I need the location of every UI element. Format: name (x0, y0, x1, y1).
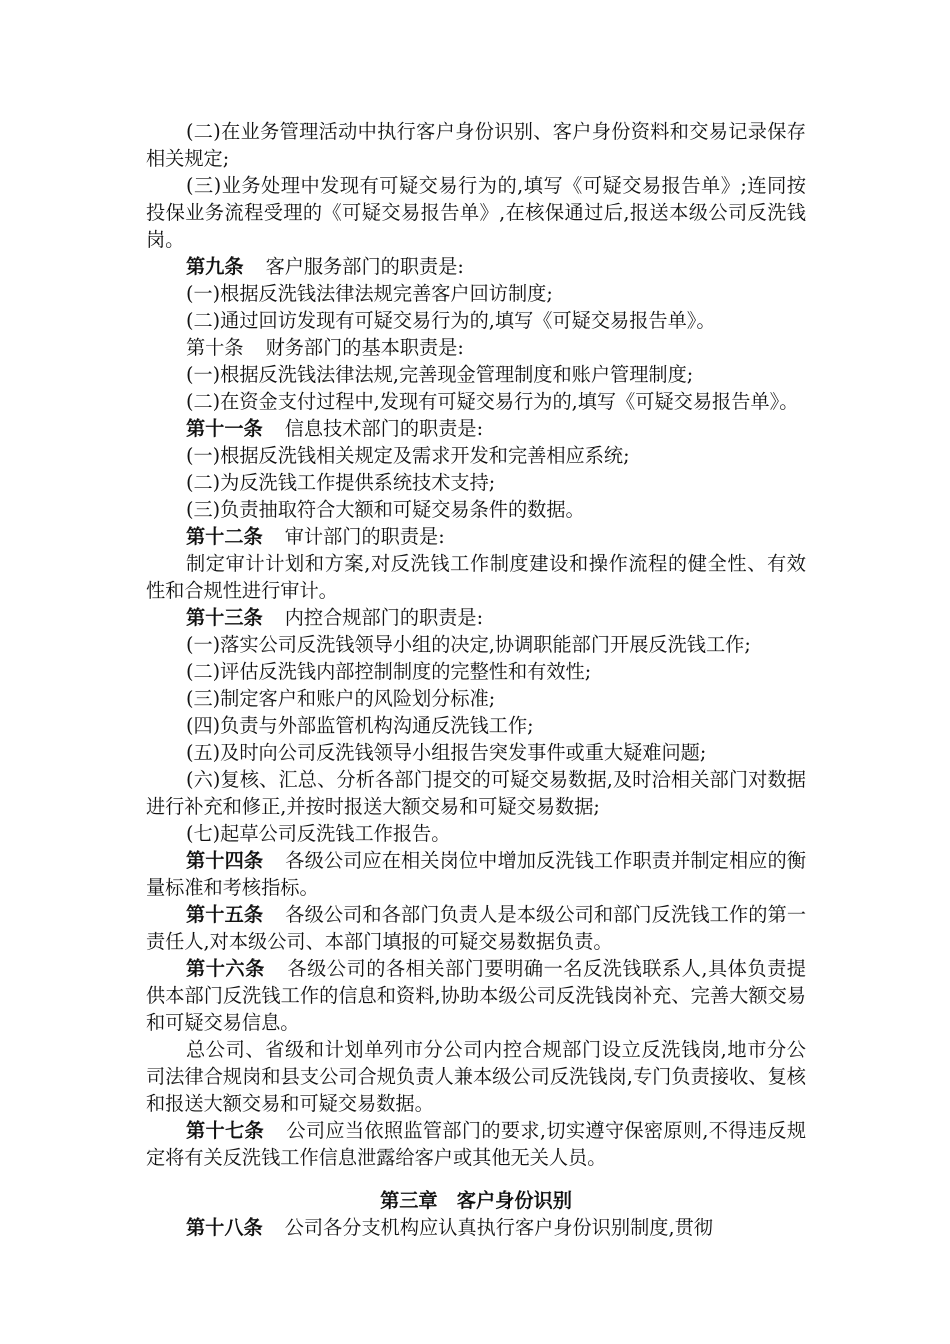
paragraph: 总公司、省级和计划单列市分公司内控合规部门设立反洗钱岗,地市分公司法律合规岗和县支公司合规负责人兼本级公司反洗钱岗,专门负责接收、复核和报送大额交易和可疑交易数据。 (146, 1038, 806, 1115)
chapter-title: 第三章 客户身份识别 (380, 1189, 572, 1212)
article-heading: 第十四条 (186, 849, 264, 872)
article-heading: 第十一条 (186, 417, 263, 440)
article-heading: 第十三条 (186, 606, 263, 629)
article-heading: 第十六条 (186, 957, 265, 980)
article-paragraph: 第九条 客户服务部门的职责是: (186, 255, 464, 278)
paragraph: (二)在资金支付过程中,发现有可疑交易行为的,填写《可疑交易报告单》。 (186, 390, 799, 413)
paragraph: (一)根据反洗钱相关规定及需求开发和完善相应系统; (186, 444, 630, 467)
paragraph: (六)复核、汇总、分析各部门提交的可疑交易数据,及时洽相关部门对数据进行补充和修正,并按时报送大额交易和可疑交易数据; (146, 768, 806, 818)
article-paragraph: 第十一条 信息技术部门的职责是: (186, 417, 484, 440)
paragraph: 制定审计计划和方案,对反洗钱工作制度建设和操作流程的健全性、有效性和合规性进行审计。 (146, 552, 806, 602)
paragraph: (三)负责抽取符合大额和可疑交易条件的数据。 (186, 498, 585, 521)
article-heading: 第十八条 (186, 1216, 263, 1239)
paragraph: (二)评估反洗钱内部控制制度的完整性和有效性; (186, 660, 592, 683)
article-heading: 第十条 (186, 336, 244, 359)
paragraph: (一)根据反洗钱法律法规完善客户回访制度; (186, 282, 553, 305)
paragraph: (一)落实公司反洗钱领导小组的决定,协调职能部门开展反洗钱工作; (186, 633, 751, 656)
article-paragraph: 第十条 财务部门的基本职责是: (186, 336, 464, 359)
article-heading: 第十五条 (186, 903, 264, 926)
paragraph: (七)起草公司反洗钱工作报告。 (186, 822, 451, 845)
article-paragraph: 第十八条 公司各分支机构应认真执行客户身份识别制度,贯彻 (186, 1216, 713, 1239)
paragraph: (二)为反洗钱工作提供系统技术支持; (186, 471, 496, 494)
paragraph: (五)及时向公司反洗钱领导小组报告突发事件或重大疑难问题; (186, 741, 707, 764)
document-page (146, 118, 806, 1241)
paragraph: (四)负责与外部监管机构沟通反洗钱工作; (186, 714, 534, 737)
article-heading: 第九条 (186, 255, 244, 278)
article-heading: 第十七条 (186, 1119, 265, 1142)
paragraph: (二)在业务管理活动中执行客户身份识别、客户身份资料和交易记录保存相关规定; (146, 120, 806, 170)
paragraph: (二)通过回访发现有可疑交易行为的,填写《可疑交易报告单》。 (186, 309, 716, 332)
paragraph: (三)业务处理中发现有可疑交易行为的,填写《可疑交易报告单》;连同按投保业务流程受理的《可疑交易报告单》,在核保通过后,报送本级公司反洗钱岗。 (146, 174, 806, 251)
paragraph: (三)制定客户和账户的风险划分标准; (186, 687, 496, 710)
article-paragraph: 第十三条 内控合规部门的职责是: (186, 606, 484, 629)
article-paragraph: 第十二条 审计部门的职责是: (186, 525, 445, 548)
article-paragraph: 第十六条 各级公司的各相关部门要明确一名反洗钱联系人,具体负责提供本部门反洗钱工作的信息和资料,协助本级公司反洗钱岗补充、完善大额交易和可疑交易信息。 (146, 957, 806, 1034)
paragraph: (一)根据反洗钱法律法规,完善现金管理制度和账户管理制度; (186, 363, 694, 386)
article-paragraph: 第十七条 公司应当依照监管部门的要求,切实遵守保密原则,不得违反规定将有关反洗钱工作信息泄露给客户或其他无关人员。 (146, 1119, 807, 1169)
article-heading: 第十二条 (186, 525, 263, 548)
article-paragraph: 第十五条 各级公司和各部门负责人是本级公司和部门反洗钱工作的第一责任人,对本级公司、本部门填报的可疑交易数据负责。 (146, 903, 807, 953)
article-paragraph: 第十四条 各级公司应在相关岗位中增加反洗钱工作职责并制定相应的衡量标准和考核指标。 (146, 849, 807, 899)
